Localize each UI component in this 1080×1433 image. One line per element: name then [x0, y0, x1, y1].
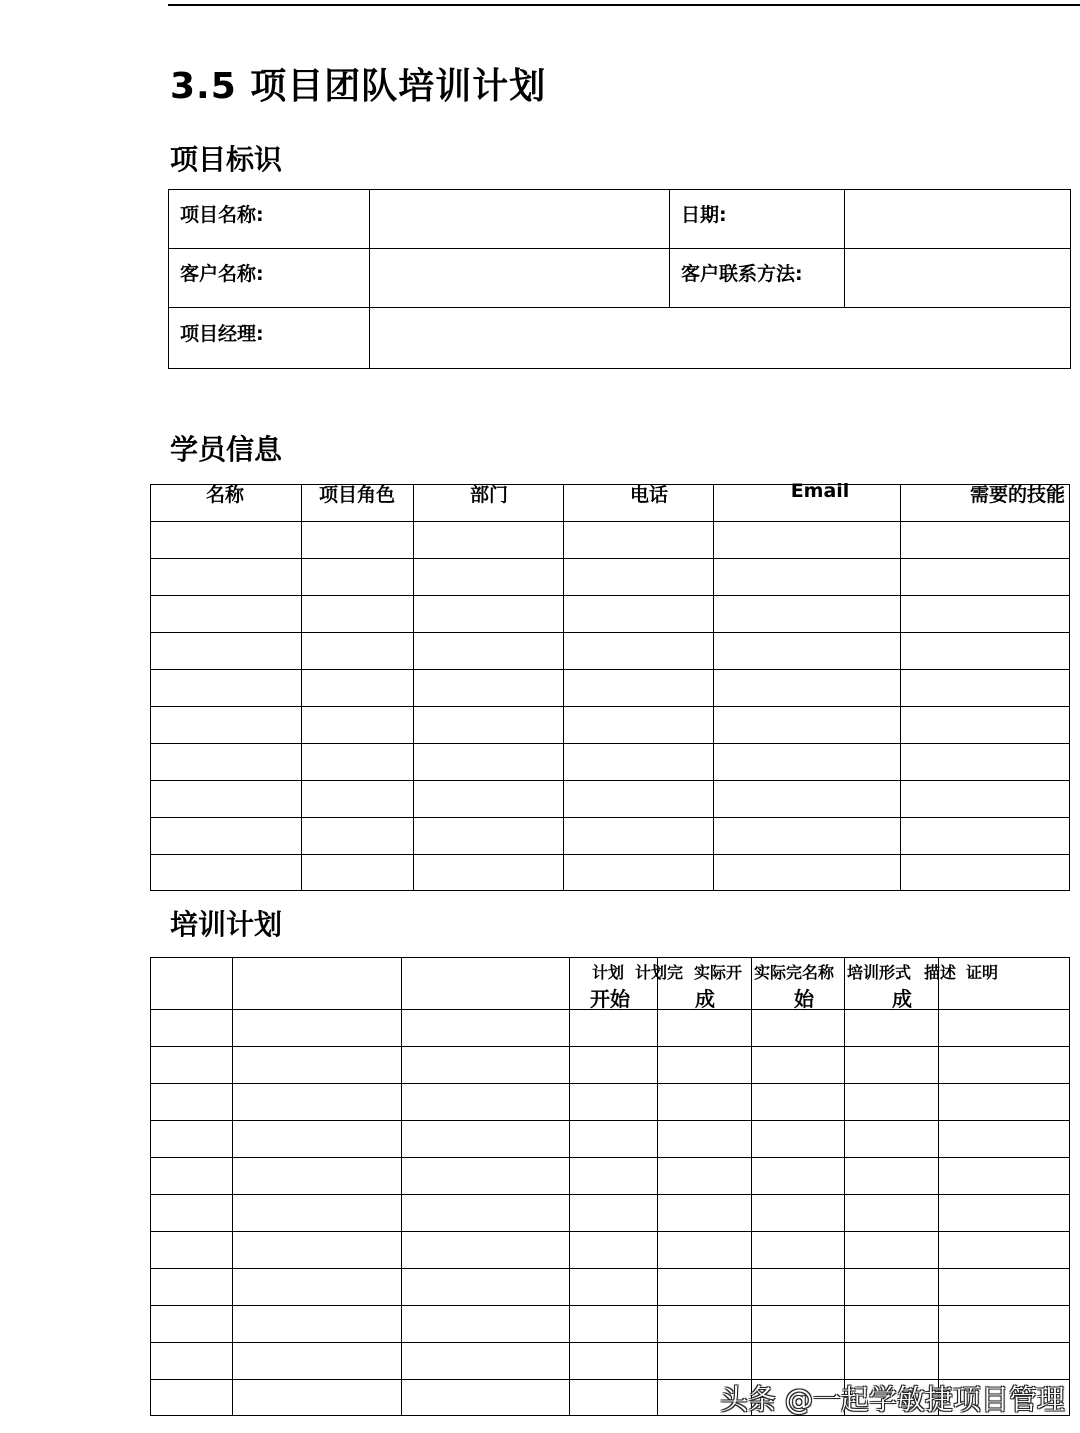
- training-cell[interactable]: [234, 1048, 399, 1081]
- training-cell[interactable]: [753, 1196, 842, 1229]
- page-title: 3.5 项目团队培训计划: [170, 66, 547, 107]
- training-cell[interactable]: [846, 1011, 936, 1044]
- training-cell[interactable]: [753, 1270, 842, 1303]
- training-cell[interactable]: [940, 1085, 1068, 1118]
- students-cell[interactable]: [303, 745, 411, 778]
- training-cell[interactable]: [571, 1122, 655, 1155]
- students-cell[interactable]: [152, 708, 299, 741]
- students-cell[interactable]: [902, 634, 1068, 667]
- training-col-line: [569, 957, 570, 1416]
- students-cell[interactable]: [565, 782, 711, 815]
- students-cell[interactable]: [415, 819, 561, 852]
- students-cell[interactable]: [565, 523, 711, 556]
- students-cell[interactable]: [415, 856, 561, 889]
- students-cell[interactable]: [565, 745, 711, 778]
- training-cell[interactable]: [403, 1270, 567, 1303]
- students-col-line: [301, 484, 302, 891]
- students-cell[interactable]: [715, 782, 898, 815]
- students-cell[interactable]: [152, 597, 299, 630]
- students-cell[interactable]: [303, 819, 411, 852]
- students-cell[interactable]: [715, 597, 898, 630]
- training-row-line: [150, 1120, 1070, 1121]
- training-cell[interactable]: [940, 1159, 1068, 1192]
- training-cell[interactable]: [152, 1381, 230, 1414]
- training-cell[interactable]: [403, 1085, 567, 1118]
- students-row-line: [150, 817, 1070, 818]
- training-cell[interactable]: [571, 1381, 655, 1414]
- col-subheader-finish: 成: [695, 987, 715, 1011]
- students-cell[interactable]: [152, 523, 299, 556]
- training-row-line: [150, 1046, 1070, 1047]
- students-cell[interactable]: [715, 523, 898, 556]
- training-row-line: [150, 1157, 1070, 1158]
- students-cell[interactable]: [152, 745, 299, 778]
- students-cell[interactable]: [415, 671, 561, 704]
- training-cell[interactable]: [659, 1122, 749, 1155]
- training-cell[interactable]: [753, 1344, 842, 1377]
- students-col-line: [713, 484, 714, 891]
- client-name-field[interactable]: [372, 250, 667, 305]
- students-col-line: [413, 484, 414, 891]
- training-cell[interactable]: [152, 1011, 230, 1044]
- label-project-name: 项目名称:: [180, 204, 264, 226]
- training-cell[interactable]: [403, 1159, 567, 1192]
- training-cell[interactable]: [571, 1048, 655, 1081]
- training-row-line: [150, 1268, 1070, 1269]
- col-subheader-finish-2: 成: [892, 987, 912, 1011]
- training-cell[interactable]: [234, 1122, 399, 1155]
- col-header-training-format: 培训形式: [847, 963, 912, 982]
- training-cell[interactable]: [571, 1196, 655, 1229]
- students-cell[interactable]: [565, 597, 711, 630]
- col-subheader-start-2: 始: [794, 987, 814, 1011]
- training-cell[interactable]: [571, 1344, 655, 1377]
- training-cell[interactable]: [659, 1196, 749, 1229]
- students-cell[interactable]: [303, 708, 411, 741]
- students-cell[interactable]: [152, 671, 299, 704]
- col-header-description: 描述: [924, 963, 957, 982]
- training-cell[interactable]: [571, 1085, 655, 1118]
- training-cell[interactable]: [403, 1307, 567, 1340]
- students-cell[interactable]: [152, 560, 299, 593]
- training-col-line: [751, 957, 752, 1416]
- students-cell[interactable]: [565, 671, 711, 704]
- students-cell[interactable]: [902, 560, 1068, 593]
- students-cell[interactable]: [902, 856, 1068, 889]
- training-cell[interactable]: [152, 1122, 230, 1155]
- students-cell[interactable]: [415, 523, 561, 556]
- students-cell[interactable]: [715, 560, 898, 593]
- training-cell[interactable]: [152, 1048, 230, 1081]
- col-header-email: Email: [790, 480, 850, 502]
- training-cell[interactable]: [940, 1196, 1068, 1229]
- students-col-line: [563, 484, 564, 891]
- students-cell[interactable]: [565, 634, 711, 667]
- students-cell[interactable]: [415, 745, 561, 778]
- students-cell[interactable]: [715, 634, 898, 667]
- students-cell[interactable]: [902, 708, 1068, 741]
- students-cell[interactable]: [303, 560, 411, 593]
- training-cell[interactable]: [403, 1233, 567, 1266]
- date-field[interactable]: [847, 191, 1069, 246]
- training-row-line: [150, 1231, 1070, 1232]
- section-title-project-id: 项目标识: [170, 143, 283, 176]
- training-cell[interactable]: [234, 1270, 399, 1303]
- training-cell[interactable]: [753, 1011, 842, 1044]
- training-cell[interactable]: [846, 1196, 936, 1229]
- training-cell[interactable]: [234, 1233, 399, 1266]
- section-title-students: 学员信息: [170, 433, 283, 466]
- students-row-line: [150, 558, 1070, 559]
- students-row-line: [150, 706, 1070, 707]
- col-header-skills: 需要的技能: [969, 484, 1065, 506]
- students-row-line: [150, 632, 1070, 633]
- students-cell[interactable]: [565, 856, 711, 889]
- section-title-training: 培训计划: [170, 908, 283, 941]
- col-subheader-start: 开始: [590, 987, 630, 1011]
- training-cell[interactable]: [846, 1307, 936, 1340]
- training-cell[interactable]: [403, 1048, 567, 1081]
- students-cell[interactable]: [902, 597, 1068, 630]
- col-header-plan: 计划: [592, 963, 625, 982]
- training-cell[interactable]: [846, 1085, 936, 1118]
- training-cell[interactable]: [753, 1122, 842, 1155]
- students-cell[interactable]: [715, 745, 898, 778]
- students-cell[interactable]: [152, 856, 299, 889]
- training-row-line: [150, 1342, 1070, 1343]
- training-cell[interactable]: [846, 1270, 936, 1303]
- label-project-manager: 项目经理:: [180, 323, 264, 345]
- training-col-line: [844, 957, 845, 1416]
- students-cell[interactable]: [303, 523, 411, 556]
- training-col-line: [232, 957, 233, 1416]
- students-cell[interactable]: [902, 745, 1068, 778]
- training-cell[interactable]: [940, 1270, 1068, 1303]
- students-row-line: [150, 854, 1070, 855]
- training-col-line: [938, 957, 939, 1416]
- students-row-line: [150, 669, 1070, 670]
- training-cell[interactable]: [234, 1159, 399, 1192]
- training-cell[interactable]: [152, 1344, 230, 1377]
- col-header-department: 部门: [469, 484, 508, 506]
- label-date: 日期:: [681, 204, 727, 226]
- project-manager-field[interactable]: [372, 309, 1069, 367]
- training-row-line: [150, 1009, 1070, 1010]
- students-row-line: [150, 595, 1070, 596]
- training-cell[interactable]: [403, 1344, 567, 1377]
- training-cell[interactable]: [659, 1159, 749, 1192]
- training-cell[interactable]: [571, 1011, 655, 1044]
- col-header-name: 名称: [205, 484, 244, 506]
- training-cell[interactable]: [940, 1307, 1068, 1340]
- students-cell[interactable]: [303, 856, 411, 889]
- training-cell[interactable]: [152, 1307, 230, 1340]
- training-cell[interactable]: [659, 1085, 749, 1118]
- training-cell[interactable]: [571, 1159, 655, 1192]
- training-row-line: [150, 1194, 1070, 1195]
- students-cell[interactable]: [715, 856, 898, 889]
- training-cell[interactable]: [234, 1196, 399, 1229]
- training-cell[interactable]: [234, 1307, 399, 1340]
- students-cell[interactable]: [565, 560, 711, 593]
- training-cell[interactable]: [659, 1344, 749, 1377]
- students-cell[interactable]: [303, 634, 411, 667]
- training-cell[interactable]: [753, 1233, 842, 1266]
- training-cell[interactable]: [753, 1085, 842, 1118]
- students-cell[interactable]: [152, 634, 299, 667]
- training-cell[interactable]: [234, 1011, 399, 1044]
- training-cell[interactable]: [152, 1159, 230, 1192]
- training-cell[interactable]: [940, 1011, 1068, 1044]
- col-header-plan-finish: 计划完: [635, 963, 684, 982]
- col-header-certificate: 证明: [966, 963, 999, 982]
- students-cell[interactable]: [902, 671, 1068, 704]
- col-header-phone: 电话: [629, 484, 668, 506]
- training-cell[interactable]: [846, 1344, 936, 1377]
- training-cell[interactable]: [152, 1233, 230, 1266]
- training-cell[interactable]: [659, 1233, 749, 1266]
- project-name-field[interactable]: [372, 191, 667, 246]
- training-col-line: [657, 957, 658, 1416]
- students-cell[interactable]: [715, 819, 898, 852]
- training-cell[interactable]: [659, 1048, 749, 1081]
- training-cell[interactable]: [234, 1344, 399, 1377]
- col-header-actual-start: 实际开: [694, 963, 743, 982]
- training-cell[interactable]: [940, 1344, 1068, 1377]
- training-cell[interactable]: [152, 1196, 230, 1229]
- students-cell[interactable]: [415, 708, 561, 741]
- training-cell[interactable]: [753, 1307, 842, 1340]
- students-cell[interactable]: [715, 708, 898, 741]
- training-cell[interactable]: [940, 1048, 1068, 1081]
- training-cell[interactable]: [403, 1122, 567, 1155]
- training-cell[interactable]: [403, 1011, 567, 1044]
- students-cell[interactable]: [415, 560, 561, 593]
- students-row-line: [150, 521, 1070, 522]
- label-client-contact: 客户联系方法:: [681, 263, 803, 285]
- training-cell[interactable]: [571, 1233, 655, 1266]
- training-cell[interactable]: [659, 1270, 749, 1303]
- client-contact-field[interactable]: [847, 250, 1069, 305]
- students-row-line: [150, 743, 1070, 744]
- col-header-role: 项目角色: [318, 484, 395, 506]
- training-cell[interactable]: [152, 1085, 230, 1118]
- students-cell[interactable]: [303, 597, 411, 630]
- students-cell[interactable]: [902, 819, 1068, 852]
- training-cell[interactable]: [846, 1122, 936, 1155]
- training-cell[interactable]: [846, 1048, 936, 1081]
- students-cell[interactable]: [303, 671, 411, 704]
- training-cell[interactable]: [753, 1159, 842, 1192]
- training-row-line: [150, 1083, 1070, 1084]
- students-cell[interactable]: [565, 708, 711, 741]
- training-cell[interactable]: [571, 1270, 655, 1303]
- training-cell[interactable]: [940, 1122, 1068, 1155]
- training-cell[interactable]: [403, 1196, 567, 1229]
- training-cell[interactable]: [846, 1159, 936, 1192]
- top-rule: [168, 4, 1080, 6]
- training-cell[interactable]: [152, 1270, 230, 1303]
- students-cell[interactable]: [415, 782, 561, 815]
- training-cell[interactable]: [571, 1307, 655, 1340]
- training-cell[interactable]: [846, 1233, 936, 1266]
- training-row-line: [150, 1305, 1070, 1306]
- training-cell[interactable]: [659, 1011, 749, 1044]
- watermark: 头条 @一起学敏捷项目管理: [720, 1383, 1065, 1416]
- col-header-actual-finish-name: 实际完名称: [754, 963, 835, 982]
- students-cell[interactable]: [902, 782, 1068, 815]
- students-cell[interactable]: [303, 782, 411, 815]
- students-cell[interactable]: [902, 523, 1068, 556]
- training-cell[interactable]: [403, 1381, 567, 1414]
- students-cell[interactable]: [715, 671, 898, 704]
- students-col-line: [900, 484, 901, 891]
- training-cell[interactable]: [659, 1307, 749, 1340]
- label-client-name: 客户名称:: [180, 263, 264, 285]
- training-cell[interactable]: [234, 1085, 399, 1118]
- students-cell[interactable]: [565, 819, 711, 852]
- training-cell[interactable]: [753, 1048, 842, 1081]
- training-cell[interactable]: [940, 1233, 1068, 1266]
- students-cell[interactable]: [152, 819, 299, 852]
- students-cell[interactable]: [415, 597, 561, 630]
- training-cell[interactable]: [234, 1381, 399, 1414]
- students-cell[interactable]: [152, 782, 299, 815]
- students-cell[interactable]: [415, 634, 561, 667]
- training-col-line: [401, 957, 402, 1416]
- students-row-line: [150, 780, 1070, 781]
